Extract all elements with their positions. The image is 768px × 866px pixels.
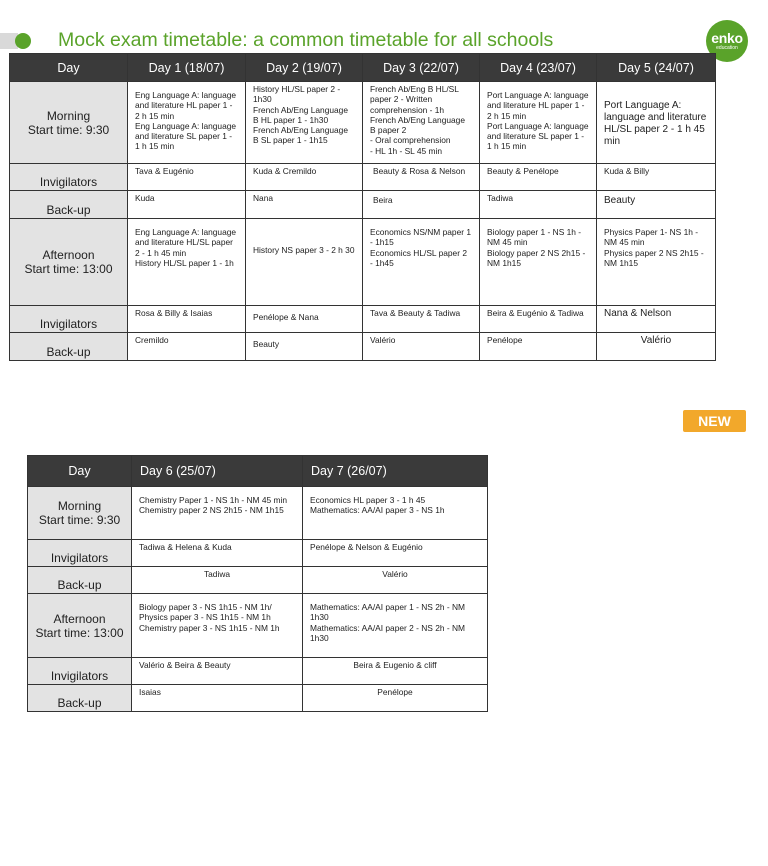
cell-text: Kuda & Billy bbox=[604, 166, 650, 176]
exam-cell bbox=[132, 594, 303, 658]
afternoon-title: Afternoon bbox=[53, 611, 106, 626]
exam-cell bbox=[597, 219, 716, 306]
backup-cell bbox=[363, 333, 480, 361]
exam-line: Economics HL/SL paper 2 - 1h45 bbox=[370, 247, 467, 268]
exam-cell bbox=[128, 219, 246, 306]
afternoon-row bbox=[10, 219, 716, 306]
invigilator-cell bbox=[128, 164, 246, 191]
exam-line: Eng Language A: language and literature SL paper 1 - 1 h 15 min bbox=[135, 120, 237, 152]
exam-cell bbox=[132, 487, 303, 540]
exam-line: French Ab/Eng Language B SL paper 1 - 1h15 bbox=[253, 125, 348, 146]
afternoon-row bbox=[28, 594, 488, 658]
exam-line: Physics paper 2 NS 2h15 - NM 1h15 bbox=[604, 247, 704, 268]
exam-cell bbox=[246, 82, 363, 164]
morning-title: Morning bbox=[57, 499, 102, 513]
cell-text: Valério & Beira & Beauty bbox=[139, 660, 231, 670]
cell-text bbox=[363, 82, 479, 156]
cell-text: Valério bbox=[640, 335, 672, 346]
backup-label: Back-up bbox=[28, 567, 132, 594]
exam-line: Biology paper 2 NS 2h15 - NM 1h15 bbox=[487, 247, 586, 268]
cell-text: Tadiwa bbox=[203, 569, 231, 579]
cell-text: Valério bbox=[370, 335, 396, 345]
cell-text bbox=[303, 487, 487, 516]
exam-line: Port Language A: language and literature HL paper 1 - 2 h 15 min bbox=[487, 90, 589, 121]
cell-text bbox=[480, 219, 596, 268]
morning-backup-row bbox=[28, 567, 488, 594]
timetable-week-2 bbox=[27, 455, 488, 712]
cell-text: Penélope & Nelson & Eugénio bbox=[310, 542, 423, 552]
morning-label bbox=[10, 82, 128, 164]
invigilator-cell bbox=[480, 306, 597, 333]
cell-text: Rosa & Billy & Isaias bbox=[135, 308, 213, 318]
morning-row bbox=[10, 82, 716, 164]
afternoon-label bbox=[28, 594, 132, 658]
cell-text bbox=[128, 219, 245, 268]
morning-label bbox=[28, 487, 132, 540]
exam-line: - Oral comprehension bbox=[370, 135, 451, 146]
exam-cell bbox=[128, 82, 246, 164]
cell-text: Penélope bbox=[487, 335, 523, 345]
cell-text: Beauty bbox=[253, 339, 280, 349]
backup-cell bbox=[132, 567, 303, 594]
exam-line: Eng Language A: language and literature HL paper 1 - 2 h 15 min bbox=[135, 90, 237, 121]
page-title: Mock exam timetable: a common timetable for all schools bbox=[58, 29, 554, 51]
morning-row bbox=[28, 487, 488, 540]
cell-text: Valério bbox=[382, 569, 408, 579]
exam-line: Biology paper 3 - NS 1h15 - NM 1h/ Physics paper 3 - NS 1h15 - NM 1h bbox=[139, 602, 272, 623]
exam-cell bbox=[303, 594, 488, 658]
invigilator-cell bbox=[597, 306, 716, 333]
exam-line: Port Language A: language and literature HL/SL paper 2 - 1 h 45 min bbox=[604, 100, 707, 147]
cell-text: Beira & Eugenio & cliff bbox=[353, 660, 437, 670]
afternoon-backup-row bbox=[10, 333, 716, 361]
morning-backup-row bbox=[10, 191, 716, 219]
cell-text: Kuda bbox=[135, 193, 155, 203]
day-header-2: Day 2 (19/07) bbox=[246, 54, 363, 82]
day-header-7: Day 7 (26/07) bbox=[303, 456, 488, 487]
cell-text bbox=[480, 82, 596, 152]
cell-text bbox=[303, 594, 487, 643]
backup-cell bbox=[480, 333, 597, 361]
backup-cell bbox=[246, 191, 363, 219]
exam-line: Biology paper 1 - NS 1h - NM 45 min bbox=[487, 227, 582, 248]
cell-text: Kuda & Cremildo bbox=[253, 166, 317, 176]
timetable-week-1 bbox=[9, 53, 716, 361]
morning-invigilators-row bbox=[28, 540, 488, 567]
invigilator-cell bbox=[132, 540, 303, 567]
header-row bbox=[10, 54, 716, 82]
backup-cell bbox=[597, 333, 716, 361]
cell-text: Cremildo bbox=[135, 335, 169, 345]
cell-text bbox=[363, 219, 479, 268]
exam-line: Mathematics: AA/AI paper 2 - NS 2h - NM 1h30 bbox=[310, 622, 465, 643]
invigilator-cell bbox=[363, 306, 480, 333]
backup-cell bbox=[303, 567, 488, 594]
invigilator-cell bbox=[303, 540, 488, 567]
exam-cell bbox=[363, 219, 480, 306]
exam-line: History HL/SL paper 2 - 1h30 bbox=[253, 84, 341, 105]
header-row bbox=[28, 456, 488, 487]
cell-text bbox=[246, 82, 362, 146]
exam-cell bbox=[363, 82, 480, 164]
exam-line: Mathematics: AA/AI paper 3 - NS 1h bbox=[310, 505, 445, 516]
invigilators-label: Invigilators bbox=[28, 540, 132, 567]
cell-text: Beauty & Penélope bbox=[487, 166, 559, 176]
exam-line: Economics HL paper 3 - 1 h 45 bbox=[310, 495, 426, 505]
exam-cell bbox=[480, 219, 597, 306]
afternoon-invigilators-row bbox=[10, 306, 716, 333]
backup-cell bbox=[246, 333, 363, 361]
morning-invigilators-row bbox=[10, 164, 716, 191]
backup-cell bbox=[363, 191, 480, 219]
invigilator-cell bbox=[132, 658, 303, 685]
cell-text: Isaias bbox=[139, 687, 161, 697]
afternoon-label bbox=[10, 219, 128, 306]
backup-cell bbox=[128, 333, 246, 361]
invigilator-cell bbox=[303, 658, 488, 685]
logo-sub-text: education bbox=[716, 45, 738, 51]
invigilator-cell bbox=[246, 164, 363, 191]
invigilators-label: Invigilators bbox=[28, 658, 132, 685]
invigilator-cell bbox=[363, 164, 480, 191]
day-header: Day bbox=[28, 456, 132, 487]
cell-text: Beira & Eugénio & Tadiwa bbox=[487, 308, 584, 318]
accent-dot bbox=[15, 33, 31, 49]
exam-line: French Ab/Eng Language B HL paper 1 - 1h30 bbox=[253, 104, 348, 125]
backup-cell bbox=[597, 191, 716, 219]
cell-text bbox=[132, 487, 302, 516]
backup-cell bbox=[132, 685, 303, 712]
cell-text: Tadiwa & Helena & Kuda bbox=[139, 542, 232, 552]
cell-text: Beira bbox=[373, 195, 393, 205]
exam-line: Physics Paper 1- NS 1h - NM 45 min bbox=[604, 227, 699, 248]
morning-start-time: Start time: 9:30 bbox=[38, 513, 121, 527]
backup-label: Back-up bbox=[10, 333, 128, 361]
day-header-1: Day 1 (18/07) bbox=[128, 54, 246, 82]
logo-main-text: enko bbox=[711, 30, 743, 46]
cell-text bbox=[128, 82, 245, 152]
backup-cell bbox=[128, 191, 246, 219]
cell-text bbox=[597, 219, 715, 268]
morning-title: Morning bbox=[46, 108, 91, 123]
invigilator-cell bbox=[480, 164, 597, 191]
exam-cell bbox=[246, 219, 363, 306]
new-badge: NEW bbox=[683, 410, 746, 432]
backup-cell bbox=[480, 191, 597, 219]
exam-cell bbox=[597, 82, 716, 164]
exam-line: Economics NS/NM paper 1 - 1h15 bbox=[370, 227, 472, 248]
exam-line: French Ab/Eng Language B paper 2 bbox=[370, 114, 465, 136]
afternoon-start-time: Start time: 13:00 bbox=[24, 262, 113, 276]
invigilators-label: Invigilators bbox=[10, 164, 128, 191]
cell-text bbox=[597, 82, 715, 148]
invigilator-cell bbox=[597, 164, 716, 191]
day-header-5: Day 5 (24/07) bbox=[597, 54, 716, 82]
backup-label: Back-up bbox=[10, 191, 128, 219]
exam-line: Mathematics: AA/AI paper 1 - NS 2h - NM 1h30 bbox=[310, 602, 465, 623]
exam-line: Chemistry paper 2 NS 2h15 - NM 1h15 bbox=[139, 505, 284, 516]
cell-text: Penélope & Nana bbox=[253, 312, 319, 322]
exam-line: Chemistry paper 3 - NS 1h15 - NM 1h bbox=[139, 622, 280, 633]
invigilator-cell bbox=[246, 306, 363, 333]
exam-cell bbox=[480, 82, 597, 164]
exam-line: - HL 1h - SL 45 min bbox=[370, 145, 442, 156]
backup-cell bbox=[303, 685, 488, 712]
exam-line: Port Language A: language and literature SL paper 1 - 1 h 15 min bbox=[487, 120, 589, 152]
exam-line: Chemistry Paper 1 - NS 1h - NM 45 min bbox=[139, 495, 288, 505]
afternoon-invigilators-row bbox=[28, 658, 488, 685]
cell-text bbox=[132, 594, 302, 633]
day-header: Day bbox=[10, 54, 128, 82]
day-header-4: Day 4 (23/07) bbox=[480, 54, 597, 82]
cell-text: Beauty bbox=[604, 195, 636, 206]
cell-text: Tadiwa bbox=[487, 193, 514, 203]
afternoon-start-time: Start time: 13:00 bbox=[35, 625, 124, 640]
cell-text: Penélope bbox=[377, 687, 413, 697]
exam-cell bbox=[303, 487, 488, 540]
morning-start-time: Start time: 9:30 bbox=[27, 122, 110, 137]
cell-text: Nana & Nelson bbox=[604, 308, 672, 319]
exam-line: History NS paper 3 - 2 h 30 bbox=[253, 245, 355, 255]
cell-text: Nana bbox=[253, 193, 274, 203]
backup-label: Back-up bbox=[28, 685, 132, 712]
cell-text: Tava & Beauty & Tadiwa bbox=[370, 308, 461, 318]
exam-line: French Ab/Eng B HL/SL paper 2 - Written comprehension - 1h bbox=[370, 84, 459, 115]
afternoon-title: Afternoon bbox=[42, 248, 95, 262]
day-header-3: Day 3 (22/07) bbox=[363, 54, 480, 82]
cell-text: Beauty & Rosa & Nelson bbox=[373, 166, 466, 176]
invigilators-label: Invigilators bbox=[10, 306, 128, 333]
cell-text: Tava & Eugénio bbox=[135, 166, 194, 176]
day-header-6: Day 6 (25/07) bbox=[132, 456, 303, 487]
exam-line: History HL/SL paper 1 - 1h bbox=[135, 257, 234, 268]
exam-line: Eng Language A: language and literature HL/SL paper 2 - 1 h 45 min bbox=[135, 227, 237, 258]
cell-text bbox=[246, 219, 362, 255]
invigilator-cell bbox=[128, 306, 246, 333]
afternoon-backup-row bbox=[28, 685, 488, 712]
